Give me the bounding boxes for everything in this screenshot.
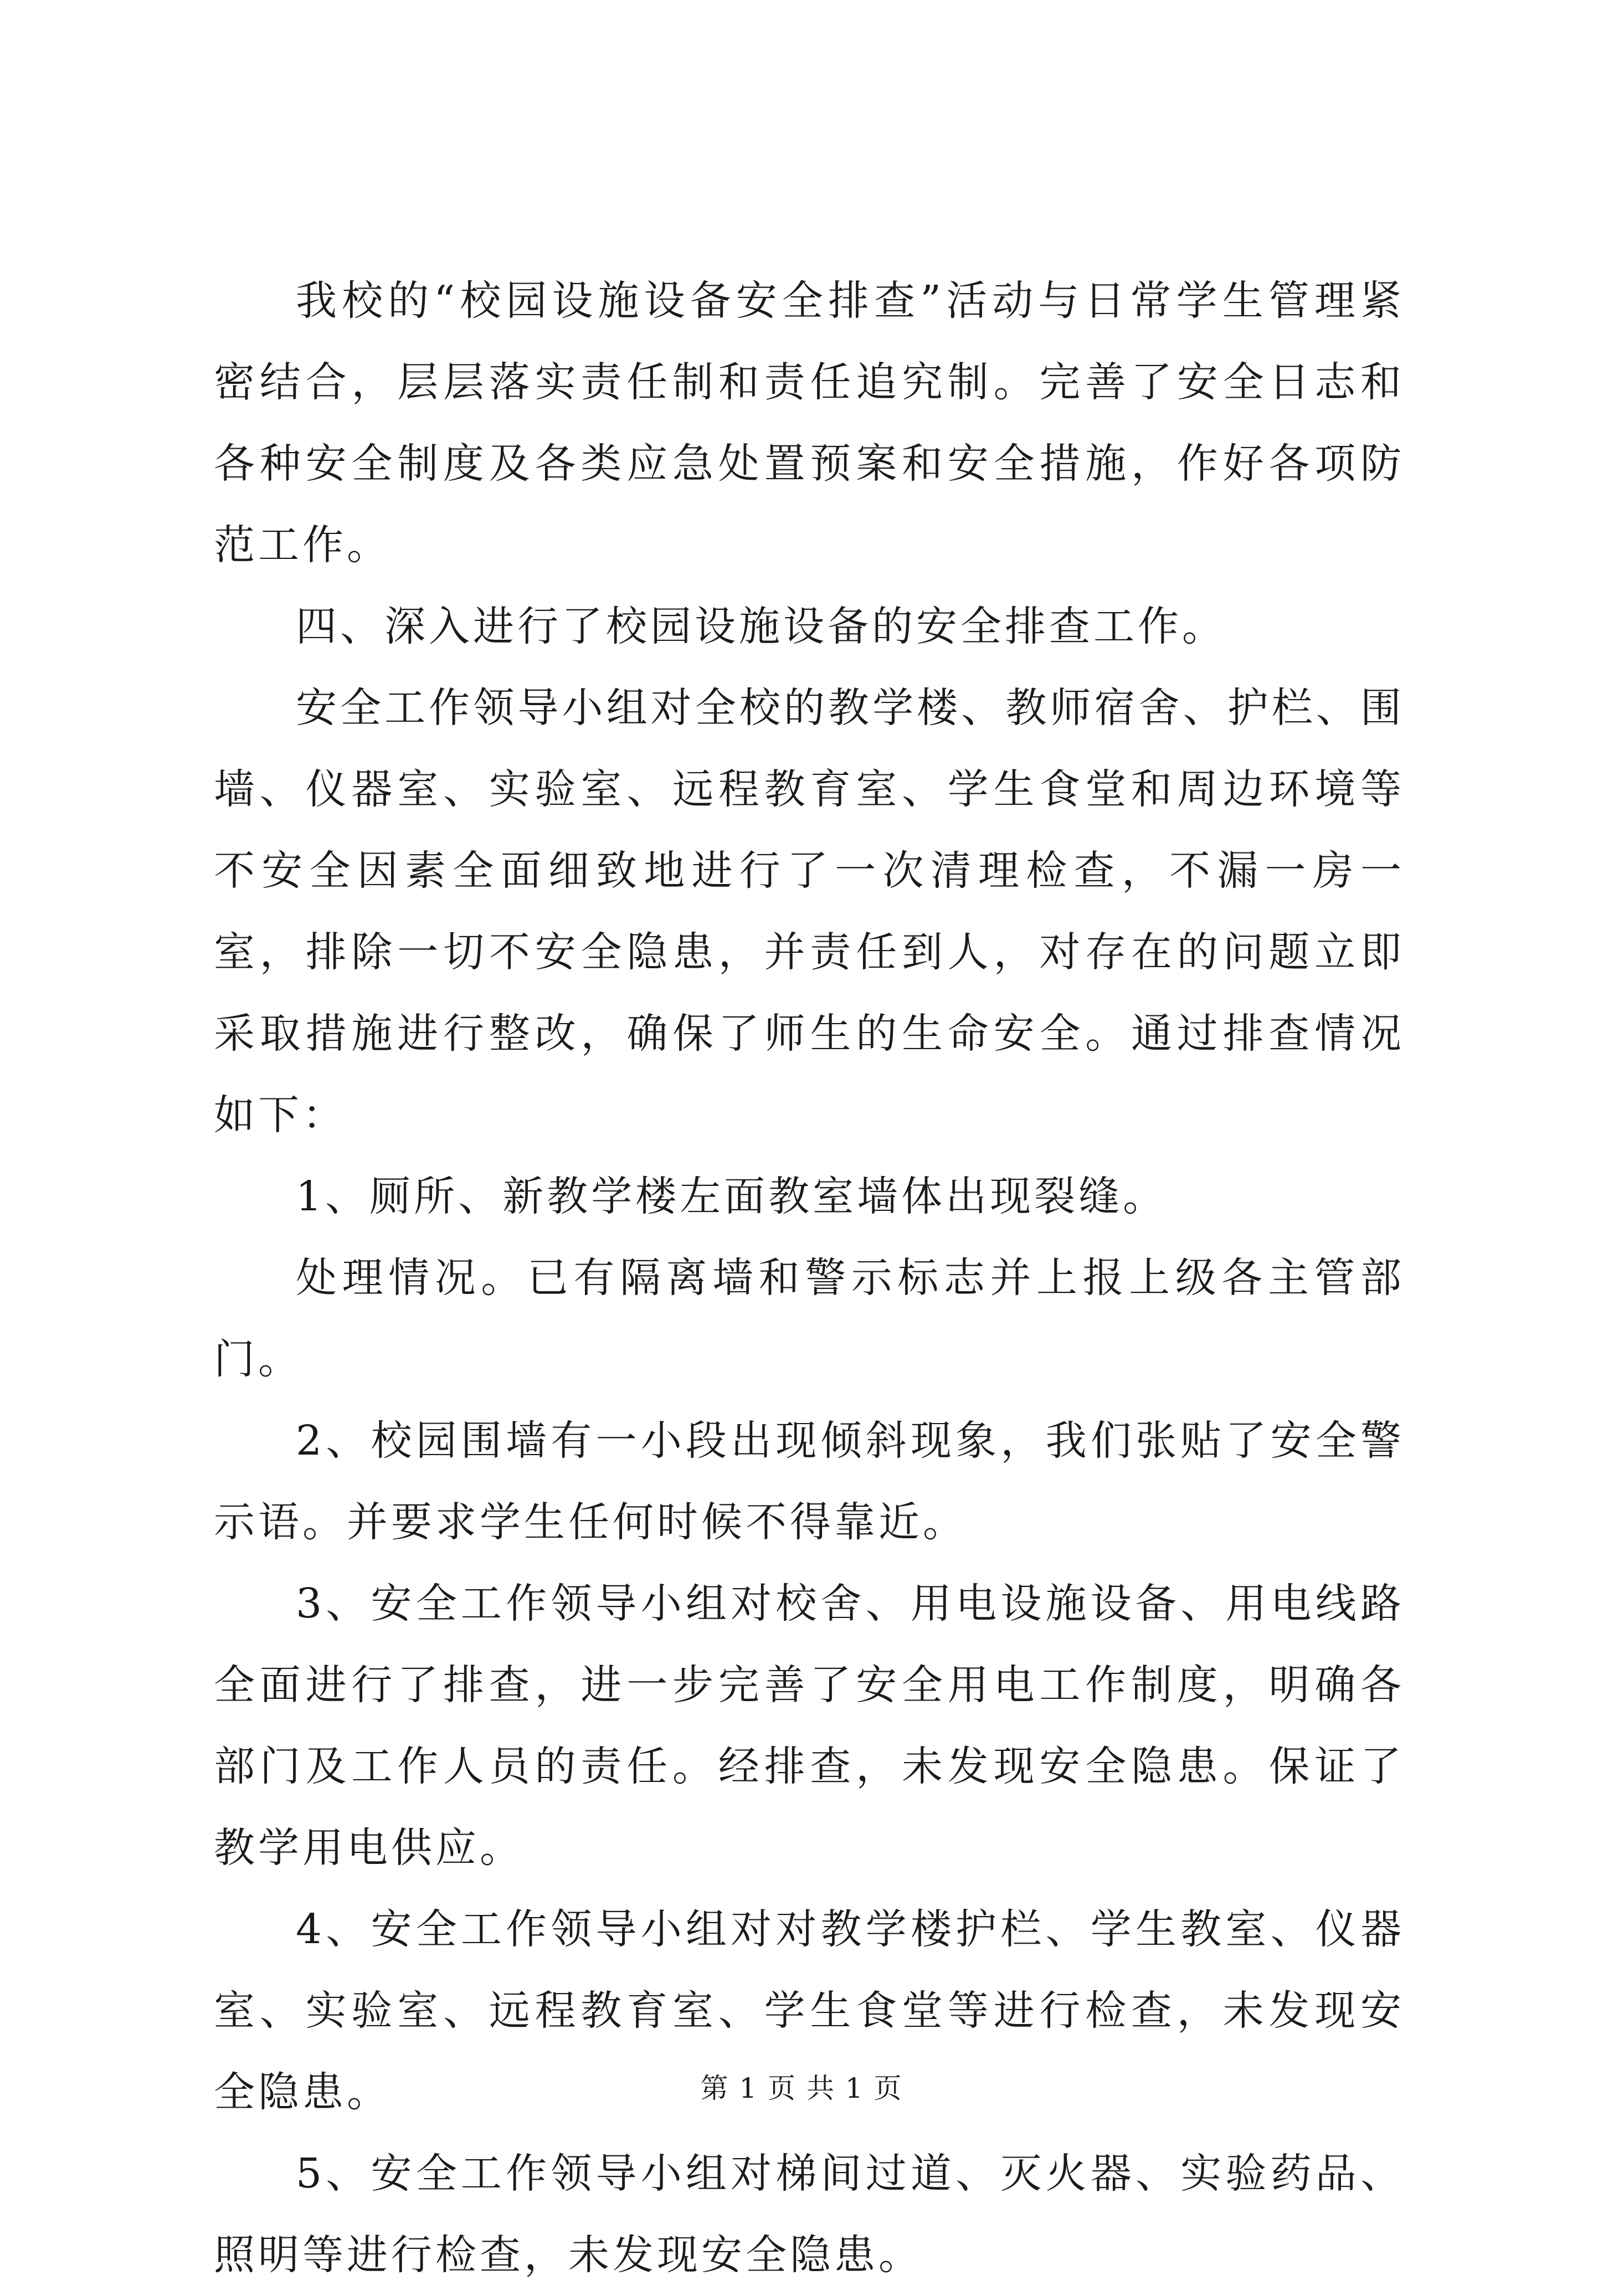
section-heading: 四、深入进行了校园设施设备的安全排查工作。 — [296, 603, 1226, 650]
list-item: 3、安全工作领导小组对校舍、用电设施设备、用电线路全面进行了排查，进一步完善了安全用电工作制度，明确各部门及工作人员的责任。经排查，未发现安全隐患。保证了教学用电供应。 — [214, 1580, 1405, 1872]
document-body — [214, 260, 1405, 2296]
list-item: 5、安全工作领导小组对梯间过道、灭火器、实验药品、照明等进行检查，未发现安全隐患。 — [214, 2150, 1405, 2279]
list-item: 2、校园围墙有一小段出现倾斜现象，我们张贴了安全警示语。并要求学生任何时候不得靠近。 — [214, 1417, 1405, 1546]
paragraph: 我校的“校园设施设备安全排查”活动与日常学生管理紧密结合，层层落实责任制和责任追究制。完善了安全日志和各种安全制度及各类应急处置预案和安全措施，作好各项防范工作。 — [214, 277, 1405, 569]
page-number-footer: 第 1 页 共 1 页 — [700, 2072, 903, 2104]
paragraph: 安全工作领导小组对全校的教学楼、教师宿舍、护栏、围墙、仪器室、实验室、远程教育室、学生食堂和周边环境等不安全因素全面细致地进行了一次清理检查，不漏一房一室，排除一切不安全隐患，并责任到人，对存在的问题立即采取措施进行整改，确保了师生的生命安全。通过排查情况如下： — [214, 684, 1405, 1139]
list-item: 4、安全工作领导小组对对教学楼护栏、学生教室、仪器室、实验室、远程教育室、学生食堂等进行检查，未发现安全隐患。 — [214, 1905, 1405, 2116]
paragraph: 处理情况。已有隔离墙和警示标志并上报上级各主管部门。 — [214, 1254, 1405, 1383]
list-item: 1、厕所、新教学楼左面教室墙体出现裂缝。 — [296, 1173, 1168, 1220]
